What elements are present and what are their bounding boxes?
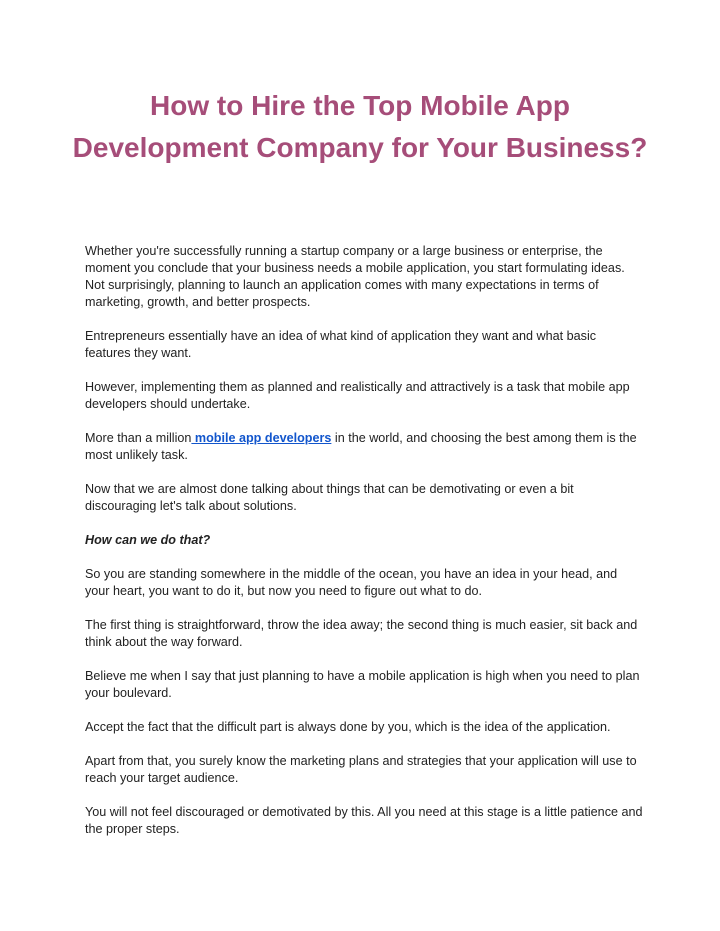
document-body [85,243,645,855]
document-title: How to Hire the Top Mobile App Development Company for Your Business? [72,90,648,163]
subheading-how: How can we do that? [85,533,211,547]
paragraph-believe: Believe me when I say that just planning to have a mobile application is high when you need to plan your boulevard. [85,669,640,700]
paragraph-ocean: So you are standing somewhere in the middle of the ocean, you have an idea in your head, and your heart, you want to do it, but now you need to figure out what to do. [85,567,618,598]
paragraph-patience: You will not feel discouraged or demotivated by this. All you need at this stage is a little patience and the proper steps. [85,805,643,836]
paragraph-accept: Accept the fact that the difficult part is always done by you, which is the idea of the application. [85,720,611,734]
paragraph-entrepreneurs: Entrepreneurs essentially have an idea of what kind of application they want and what basic features they want. [85,329,597,360]
paragraph-marketing: Apart from that, you surely know the marketing plans and strategies that your application will use to reach your target audience. [85,754,637,785]
paragraph-first-thing: The first thing is straightforward, throw the idea away; the second thing is much easier, sit back and think about the way forward. [85,618,638,649]
paragraph-developers [85,430,645,464]
paragraph-developers-lead: More than a million [85,431,192,445]
mobile-app-developers-link[interactable]: mobile app developers [191,431,332,445]
paragraph-implementing: However, implementing them as planned and realistically and attractively is a task that mobile app developers should undertake. [85,380,630,411]
paragraph-intro: Whether you're successfully running a startup company or a large business or enterprise, the moment you conclude that your business needs a mobile application, you start formulating ideas. Not surprisingly, planning to launch an application comes with many expectations in terms of marketing, growth, and better prospects. [85,244,625,309]
paragraph-solutions: Now that we are almost done talking about things that can be demotivating or even a bit discouraging let's talk about solutions. [85,482,574,513]
paragraph-developers-tail: in the world, and choosing the best among them is the most unlikely task. [85,431,637,462]
